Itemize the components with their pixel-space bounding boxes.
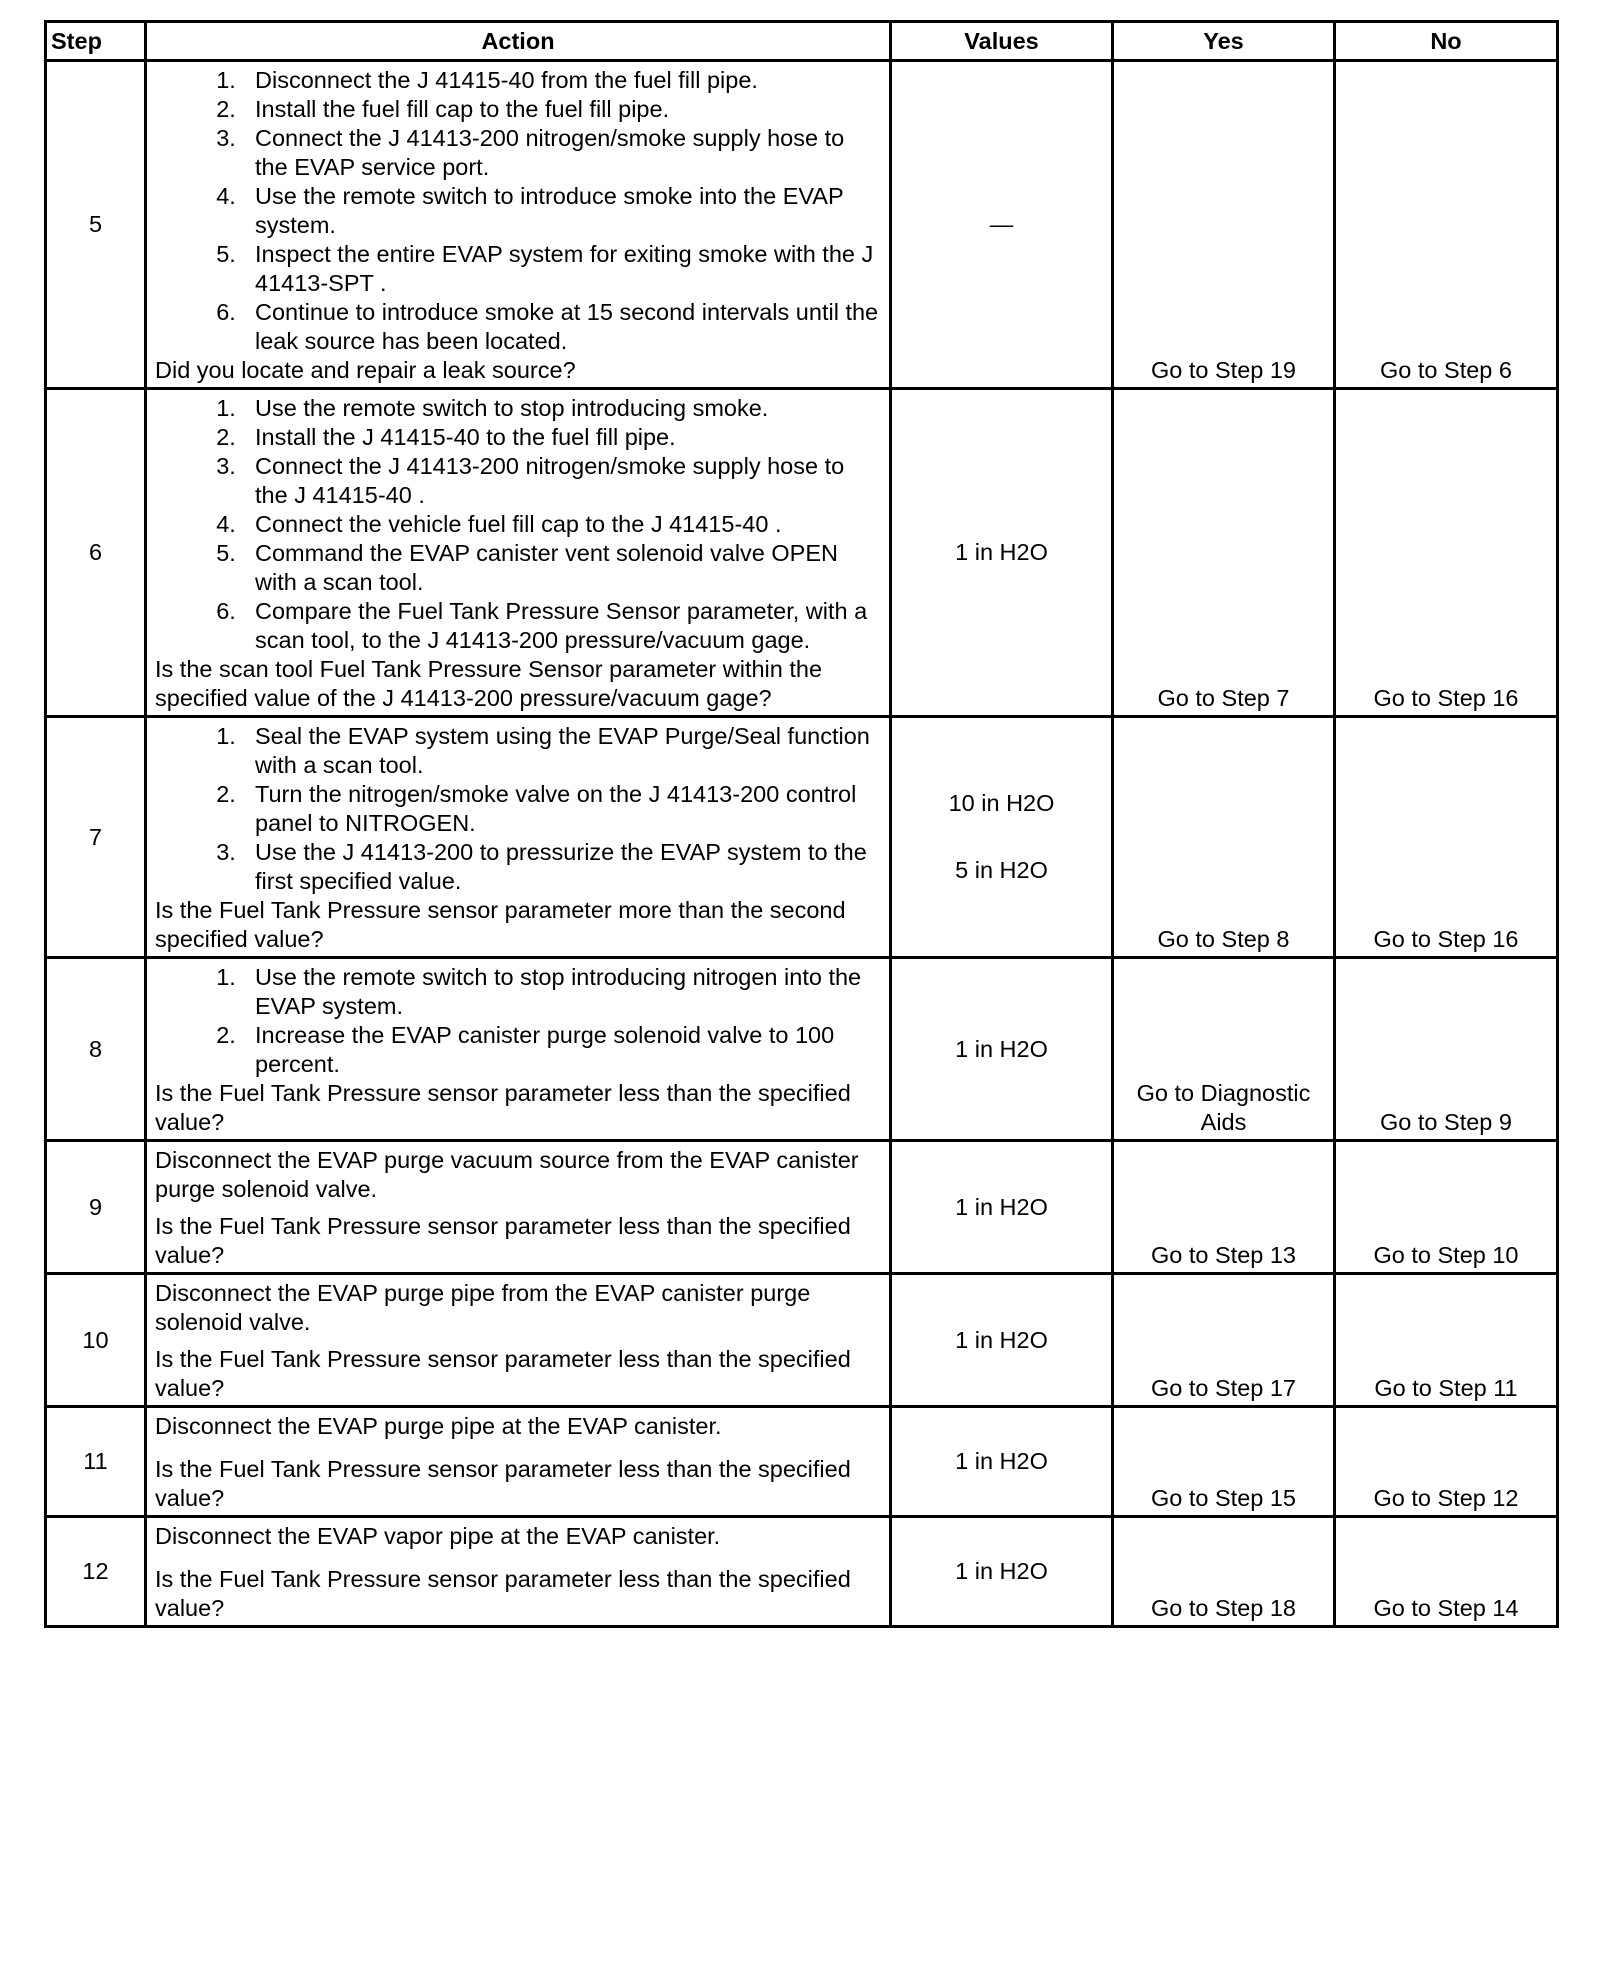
table-row	[46, 1407, 1558, 1517]
action-step-text: Use the remote switch to stop introducing smoke.	[255, 395, 769, 421]
action-step-number: 2.	[216, 96, 236, 122]
specified-value: 1 in H2O	[955, 1558, 1048, 1584]
action-step-number: 2.	[216, 781, 236, 807]
yes-action: Go to Diagnostic Aids	[1113, 958, 1335, 1141]
action-step-item	[197, 1021, 883, 1079]
values-cell	[891, 389, 1113, 717]
action-cell	[146, 1407, 891, 1517]
no-action: Go to Step 12	[1335, 1407, 1558, 1517]
yes-action: Go to Step 18	[1113, 1517, 1335, 1627]
action-step-text: Command the EVAP canister vent solenoid valve OPEN with a scan tool.	[255, 540, 839, 595]
step-number: 10	[46, 1274, 146, 1407]
specified-value: 1 in H2O	[955, 1326, 1048, 1353]
action-cell	[146, 1517, 891, 1627]
table-row	[46, 1141, 1558, 1274]
action-cell	[146, 958, 891, 1141]
no-action: Go to Step 11	[1335, 1274, 1558, 1407]
action-step-text: Connect the J 41413-200 nitrogen/smoke supply hose to the EVAP service port.	[255, 125, 845, 180]
action-step-number: 5.	[216, 241, 236, 267]
step-number: 9	[46, 1141, 146, 1274]
table-row	[46, 1274, 1558, 1407]
action-instruction: Disconnect the EVAP purge vacuum source from the EVAP canister purge solenoid valve.	[155, 1147, 859, 1202]
action-step-number: 6.	[216, 299, 236, 325]
action-step-number: 4.	[216, 511, 236, 537]
action-step-text: Disconnect the J 41415-40 from the fuel fill pipe.	[255, 67, 758, 93]
action-question: Is the Fuel Tank Pressure sensor parameter more than the second specified value?	[155, 897, 846, 952]
action-step-number: 1.	[216, 395, 236, 421]
action-step-number: 1.	[216, 964, 236, 990]
table-body	[46, 61, 1558, 1627]
action-step-text: Turn the nitrogen/smoke valve on the J 41413-200 control panel to NITROGEN.	[255, 781, 857, 836]
action-step-item	[197, 66, 883, 95]
yes-action: Go to Step 7	[1113, 389, 1335, 717]
step-number: 11	[46, 1407, 146, 1517]
yes-action: Go to Step 13	[1113, 1141, 1335, 1274]
action-step-item	[197, 423, 883, 452]
action-step-text: Use the remote switch to stop introducing nitrogen into the EVAP system.	[255, 964, 862, 1019]
specified-value: 5 in H2O	[955, 857, 1048, 883]
specified-value: 1 in H2O	[955, 1448, 1048, 1474]
action-cell	[146, 717, 891, 958]
values-cell	[891, 61, 1113, 389]
action-step-item	[197, 452, 883, 510]
header-yes: Yes	[1113, 22, 1335, 61]
values-cell	[891, 1407, 1113, 1517]
action-steps-list	[155, 722, 883, 896]
values-cell	[891, 1274, 1113, 1407]
specified-value: 1 in H2O	[955, 1193, 1048, 1220]
action-step-item	[197, 394, 883, 423]
specified-value: —	[989, 211, 1014, 237]
action-step-number: 1.	[216, 67, 236, 93]
action-cell	[146, 61, 891, 389]
action-step-number: 2.	[216, 424, 236, 450]
no-action: Go to Step 16	[1335, 389, 1558, 717]
specified-value: 10 in H2O	[948, 790, 1055, 816]
action-step-text: Use the J 41413-200 to pressurize the EVAP system to the first specified value.	[255, 839, 867, 894]
step-number: 12	[46, 1517, 146, 1627]
table-row	[46, 389, 1558, 717]
specified-value: 1 in H2O	[955, 1035, 1048, 1062]
action-step-item	[197, 722, 883, 780]
yes-action: Go to Step 8	[1113, 717, 1335, 958]
header-step: Step	[46, 22, 146, 61]
action-question: Is the Fuel Tank Pressure sensor parameter less than the specified value?	[155, 1566, 851, 1621]
action-question: Is the Fuel Tank Pressure sensor parameter less than the specified value?	[155, 1080, 851, 1135]
action-question: Did you locate and repair a leak source?	[155, 357, 576, 383]
values-cell	[891, 1517, 1113, 1627]
action-step-text: Continue to introduce smoke at 15 second intervals until the leak source has been located.	[255, 299, 879, 354]
header-no: No	[1335, 22, 1558, 61]
action-steps-list	[155, 66, 883, 356]
action-instruction: Disconnect the EVAP purge pipe at the EVAP canister.	[155, 1413, 722, 1439]
action-step-number: 4.	[216, 183, 236, 209]
action-steps-list	[155, 963, 883, 1079]
action-step-text: Seal the EVAP system using the EVAP Purge/Seal function with a scan tool.	[255, 723, 870, 778]
action-question: Is the scan tool Fuel Tank Pressure Sensor parameter within the specified value of the J 41413-200 pressure/vacuum gage?	[155, 656, 823, 711]
table-header	[46, 22, 1558, 61]
yes-action: Go to Step 17	[1113, 1274, 1335, 1407]
step-number: 6	[46, 389, 146, 717]
action-step-item	[197, 963, 883, 1021]
table-row	[46, 717, 1558, 958]
no-action: Go to Step 6	[1335, 61, 1558, 389]
action-step-number: 3.	[216, 125, 236, 151]
action-instruction: Disconnect the EVAP purge pipe from the EVAP canister purge solenoid valve.	[155, 1280, 811, 1335]
values-cell	[891, 958, 1113, 1141]
no-action: Go to Step 9	[1335, 958, 1558, 1141]
header-values: Values	[891, 22, 1113, 61]
action-cell	[146, 1141, 891, 1274]
specified-value: 1 in H2O	[955, 539, 1048, 565]
action-step-number: 6.	[216, 598, 236, 624]
action-step-text: Install the J 41415-40 to the fuel fill pipe.	[255, 424, 676, 450]
action-step-number: 1.	[216, 723, 236, 749]
action-step-item	[197, 298, 883, 356]
action-step-text: Compare the Fuel Tank Pressure Sensor parameter, with a scan tool, to the J 41413-200 pressure/vacuum gage.	[255, 598, 868, 653]
no-action: Go to Step 14	[1335, 1517, 1558, 1627]
yes-action: Go to Step 19	[1113, 61, 1335, 389]
action-step-number: 2.	[216, 1022, 236, 1048]
values-cell	[891, 1141, 1113, 1274]
action-step-item	[197, 597, 883, 655]
action-cell	[146, 1274, 891, 1407]
table-row	[46, 1517, 1558, 1627]
diagnostic-table-document	[44, 20, 1556, 1628]
no-action: Go to Step 16	[1335, 717, 1558, 958]
diagnostic-steps-table	[44, 20, 1559, 1628]
action-step-item	[197, 539, 883, 597]
table-row	[46, 958, 1558, 1141]
action-step-item	[197, 240, 883, 298]
step-number: 8	[46, 958, 146, 1141]
action-question: Is the Fuel Tank Pressure sensor parameter less than the specified value?	[155, 1213, 851, 1268]
action-steps-list	[155, 394, 883, 655]
action-step-text: Install the fuel fill cap to the fuel fill pipe.	[255, 96, 670, 122]
action-step-number: 5.	[216, 540, 236, 566]
action-step-number: 3.	[216, 839, 236, 865]
action-question: Is the Fuel Tank Pressure sensor parameter less than the specified value?	[155, 1346, 851, 1401]
action-step-text: Connect the vehicle fuel fill cap to the J 41415-40 .	[255, 511, 782, 537]
step-number: 7	[46, 717, 146, 958]
action-question: Is the Fuel Tank Pressure sensor parameter less than the specified value?	[155, 1456, 851, 1511]
action-step-item	[197, 182, 883, 240]
action-step-text: Inspect the entire EVAP system for exiting smoke with the J 41413-SPT .	[255, 241, 874, 296]
table-row	[46, 61, 1558, 389]
action-step-item	[197, 95, 883, 124]
header-row	[46, 22, 1558, 61]
action-step-item	[197, 510, 883, 539]
action-step-text: Increase the EVAP canister purge solenoid valve to 100 percent.	[255, 1022, 835, 1077]
action-cell	[146, 389, 891, 717]
step-number: 5	[46, 61, 146, 389]
action-step-item	[197, 838, 883, 896]
action-step-text: Use the remote switch to introduce smoke into the EVAP system.	[255, 183, 844, 238]
values-cell	[891, 717, 1113, 958]
header-action: Action	[146, 22, 891, 61]
action-step-text: Connect the J 41413-200 nitrogen/smoke supply hose to the J 41415-40 .	[255, 453, 845, 508]
action-step-number: 3.	[216, 453, 236, 479]
yes-action: Go to Step 15	[1113, 1407, 1335, 1517]
action-instruction: Disconnect the EVAP vapor pipe at the EVAP canister.	[155, 1523, 721, 1549]
action-step-item	[197, 124, 883, 182]
no-action: Go to Step 10	[1335, 1141, 1558, 1274]
action-step-item	[197, 780, 883, 838]
